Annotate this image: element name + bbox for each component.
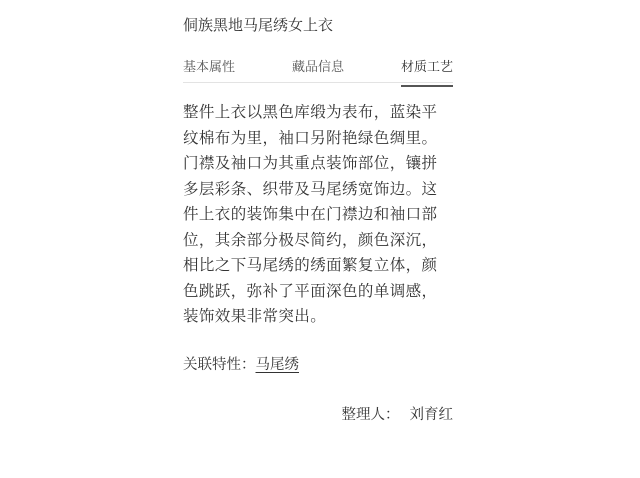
tab-bar xyxy=(183,58,453,83)
page-title: 侗族黑地马尾绣女上衣 xyxy=(183,16,334,34)
tab-basic-attributes[interactable]: 基本属性 xyxy=(183,60,236,75)
curator-name: 刘育红 xyxy=(409,406,453,423)
related-feature-row xyxy=(183,354,453,376)
tab-material-craft[interactable]: 材质工艺 xyxy=(401,58,453,82)
related-feature-label: 关联特性： xyxy=(183,356,256,373)
material-description: 整件上衣以黑色库缎为表布，蓝染平纹棉布为里，袖口另附艳绿色绸里。门襟及袖口为其重点装饰部位，镶拼多层彩条、织带及马尾绣宽饰边。这件上衣的装饰集中在门襟边和袖口部位，其余部分极尽简约，颜色深沉，相比之下马尾绣的绣面繁复立体，颜色跳跃，弥补了平面深色的单调感，装饰效果非常突出。 xyxy=(183,103,438,325)
curator-label: 整理人： xyxy=(341,406,400,423)
related-feature-link[interactable]: 马尾绣 xyxy=(255,356,299,373)
tab-collection-info[interactable]: 藏品信息 xyxy=(291,60,344,75)
detail-panel xyxy=(183,0,453,426)
curator-row xyxy=(183,404,453,426)
